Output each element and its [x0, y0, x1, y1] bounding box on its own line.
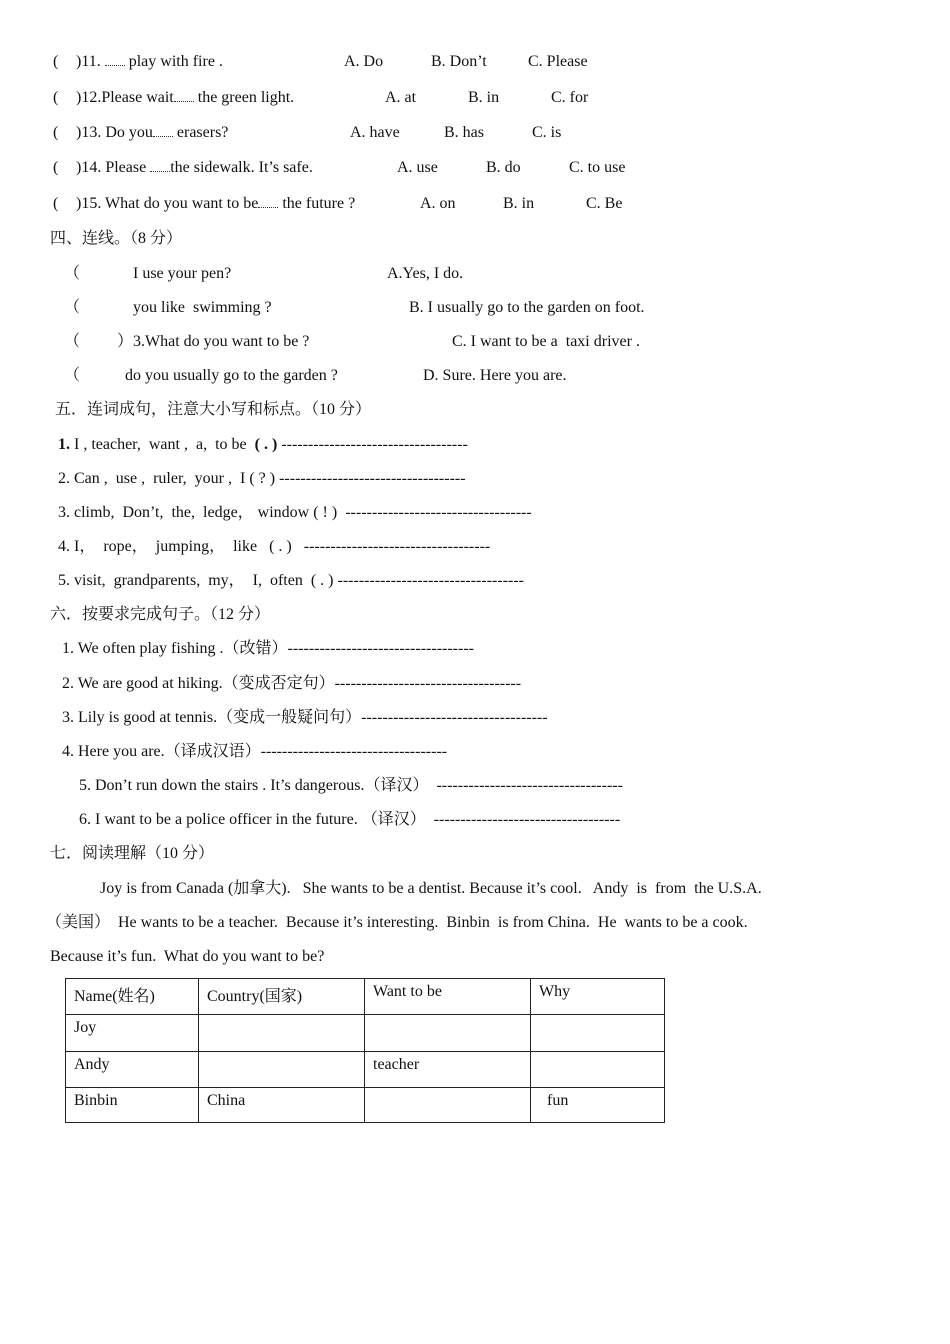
table-cell: Joy	[66, 1015, 199, 1052]
answer-line[interactable]: -----------------------------------	[345, 504, 532, 521]
reorder-item: 1. I , teacher, want , a, to be ( . ) -----------------------------------	[58, 436, 468, 453]
question-text: )15. What do you want to be the future ?	[76, 195, 356, 212]
match-left-item: I use your pen?	[133, 265, 232, 282]
match-paren[interactable]: （	[64, 367, 81, 384]
option-b[interactable]: B. Don’t	[431, 53, 487, 70]
question-text: )14. Please the sidewalk. It’s safe.	[76, 159, 313, 176]
match-left-item: ）3.What do you want to be ?	[117, 333, 310, 350]
reorder-item: 2. Can , use , ruler, your , I ( ? ) -----------------------------------	[58, 470, 466, 487]
section7-title: 七．阅读理解（10 分）	[50, 845, 215, 862]
question-text: )13. Do you erasers?	[76, 124, 229, 141]
match-paren[interactable]: （	[64, 299, 81, 316]
answer-paren[interactable]: (	[53, 53, 59, 70]
match-paren[interactable]: （	[64, 265, 81, 282]
transform-item[interactable]: 4. Here you are.（译成汉语）-----------------------------------	[62, 743, 448, 760]
reorder-item: 4. I， rope， jumping， like ( . ) -----------------------------------	[58, 538, 491, 555]
fill-blank[interactable]	[105, 53, 125, 66]
question-text: )11. play with fire .	[76, 53, 223, 70]
option-b[interactable]: B. do	[486, 159, 521, 176]
fill-blank[interactable]	[153, 124, 173, 137]
reorder-item: 3. climb, Don’t, the, ledge， window ( ! ) -----------------------------------	[58, 504, 532, 521]
table-cell[interactable]	[365, 1088, 531, 1123]
table-header: Why	[531, 979, 665, 1015]
answer-line[interactable]: -----------------------------------	[277, 436, 468, 453]
section6-title: 六．按要求完成句子。（12 分）	[50, 606, 271, 623]
match-right-item: A.Yes, I do.	[387, 265, 464, 282]
match-right-item: C. I want to be a taxi driver .	[452, 333, 640, 350]
table-cell[interactable]	[531, 1052, 665, 1088]
table-cell: Binbin	[66, 1088, 199, 1123]
option-a[interactable]: A. have	[350, 124, 400, 141]
match-left-item: do you usually go to the garden ?	[125, 367, 338, 384]
option-c[interactable]: C. is	[532, 124, 562, 141]
section5-title: 五．连词成句，注意大小写和标点。（10 分）	[55, 401, 372, 418]
option-c[interactable]: C. for	[551, 89, 589, 106]
answer-paren[interactable]: (	[53, 195, 59, 212]
transform-item[interactable]: 5. Don’t run down the stairs . It’s dangerous.（译汉） -----------------------------------	[79, 777, 623, 794]
question-text: )12.Please wait the green light.	[76, 89, 295, 106]
answer-paren[interactable]: (	[53, 124, 59, 141]
table-cell[interactable]	[199, 1015, 365, 1052]
answer-line[interactable]: -----------------------------------	[303, 538, 491, 555]
reorder-item: 5. visit, grandparents, my， I, often ( . ) -----------------------------------	[58, 572, 524, 589]
option-a[interactable]: A. at	[385, 89, 417, 106]
option-b[interactable]: B. in	[503, 195, 535, 212]
table-header: Name(姓名)	[66, 979, 199, 1015]
transform-item[interactable]: 2. We are good at hiking.（变成否定句）-----------------------------------	[62, 675, 522, 692]
match-right-item: B. I usually go to the garden on foot.	[409, 299, 645, 316]
answer-paren[interactable]: (	[53, 159, 59, 176]
option-c[interactable]: C. to use	[569, 159, 626, 176]
match-left-item: you like swimming ?	[133, 299, 272, 316]
table-row	[66, 1052, 665, 1088]
option-a[interactable]: A. use	[397, 159, 438, 176]
table-row	[66, 1088, 665, 1123]
option-a[interactable]: A. on	[420, 195, 456, 212]
transform-item[interactable]: 3. Lily is good at tennis.（变成一般疑问句）-----------------------------------	[62, 709, 548, 726]
table-header: Want to be	[365, 979, 531, 1015]
table-cell: China	[199, 1088, 365, 1123]
answer-paren[interactable]: (	[53, 89, 59, 106]
table-row	[66, 1015, 665, 1052]
fill-blank[interactable]	[174, 89, 194, 102]
transform-item[interactable]: 6. I want to be a police officer in the future. （译汉） -----------------------------------	[79, 811, 621, 828]
answer-line[interactable]: -----------------------------------	[337, 572, 524, 589]
reading-table	[65, 978, 665, 1123]
table-cell[interactable]	[365, 1015, 531, 1052]
fill-blank[interactable]	[150, 159, 170, 172]
fill-blank[interactable]	[258, 195, 278, 208]
passage-line: Joy is from Canada (加拿大). She wants to be a dentist. Because it’s cool. Andy is from the U.S.A.	[100, 880, 762, 897]
option-b[interactable]: B. in	[468, 89, 500, 106]
table-cell: teacher	[365, 1052, 531, 1088]
section4-title: 四、连线。（8 分）	[50, 230, 183, 247]
option-b[interactable]: B. has	[444, 124, 484, 141]
table-cell[interactable]	[199, 1052, 365, 1088]
passage-line: （美国） He wants to be a teacher. Because it’s interesting. Binbin is from China. He wants to be a cook.	[46, 914, 748, 931]
table-header: Country(国家)	[199, 979, 365, 1015]
match-right-item: D. Sure. Here you are.	[423, 367, 567, 384]
passage-line: Because it’s fun. What do you want to be?	[50, 948, 325, 965]
table-cell: fun	[531, 1088, 665, 1123]
table-cell: Andy	[66, 1052, 199, 1088]
option-c[interactable]: C. Please	[528, 53, 588, 70]
match-paren[interactable]: （	[64, 333, 81, 350]
option-c[interactable]: C. Be	[586, 195, 623, 212]
transform-item[interactable]: 1. We often play fishing .（改错）-----------------------------------	[62, 640, 474, 657]
option-a[interactable]: A. Do	[344, 53, 384, 70]
table-header-row	[66, 979, 665, 1015]
table-cell[interactable]	[531, 1015, 665, 1052]
answer-line[interactable]: -----------------------------------	[279, 470, 466, 487]
